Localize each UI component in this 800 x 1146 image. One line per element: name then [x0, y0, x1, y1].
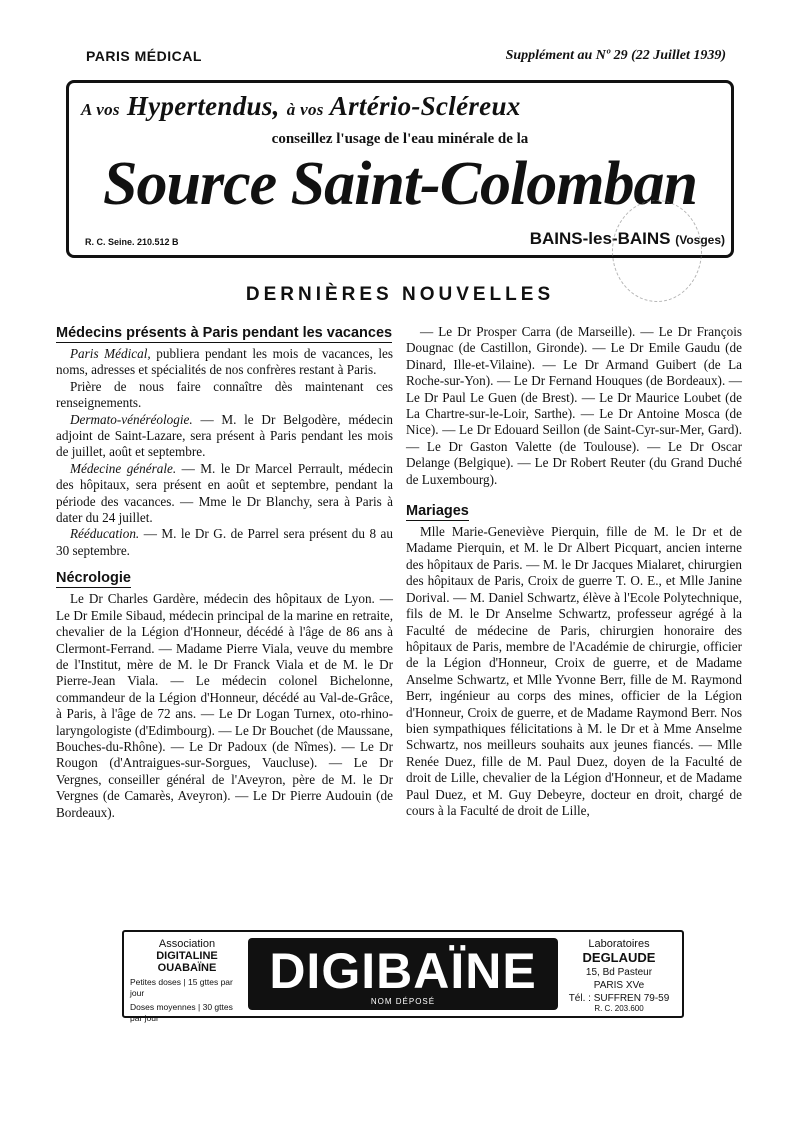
ad-dose-small: Petites doses | 15 gttes par jour — [130, 977, 233, 998]
paragraph: Mlle Marie-Geneviève Pierquin, fille de M. le Dr et de Madame Pierquin, et M. le Dr Albert Picquart, ancien interne des hôpitaux de Paris. — M. le Dr Jacques Mialaret, chirurgien des hôpitaux de Paris, Croix de guerre T. O. E., et Mlle Janine Dorival. — M. Daniel Schwartz, élève à l'Ecole Polytechnique, fils de M. le Dr Anselme Schwartz, professeur agrégé à la Faculté de médecine de Paris, chirurgien honoraire des hôpitaux de Paris, membre de l'Académie de chirurgie, officier de la Légion d'Honneur, Croix de guerre, et de Madame Anselme Schwartz, et Mlle Yvonne Berr, fille de M. Raymond Berr, ingénieur au corps des mines, officier de la Légion d'Honneur, Croix de guerre, et de Madame Raymond Berr. Nos bien sympathiques félicitations à M. le Dr et à Mme Anselme Schwartz, nos meilleurs souhaits aux jeunes fiancés. — Mlle Renée Duez, fille de M. Paul Duez, doyen de la Faculté de droit de Lille, chevalier de la Légion d'Honneur, et de Madame Paul Duez, et M. Guy Debeyre, docteur en droit, chargé de cours à la Faculté de droit de Lille, — [406, 524, 742, 818]
page-title: DERNIÈRES NOUVELLES — [245, 284, 555, 305]
paragraph: Rééducation. — M. le Dr G. de Parrel sera présent du 8 au 30 septembre. — [56, 526, 393, 558]
right-column — [406, 324, 742, 819]
paragraph: Dermato-vénéréologie. — M. le Dr Belgodère, médecin adjoint de Saint-Lazare, sera présent à Paris pendant les mois de juillet, août et septembre. — [56, 411, 393, 460]
ad-digitaline: DIGITALINE — [156, 950, 218, 962]
ad-association: Association — [158, 938, 216, 950]
ad-telephone: Tél. : SUFFREN 79-59 — [568, 993, 670, 1004]
ad-dose-medium: Doses moyennes | 30 gttes par jour — [130, 1002, 233, 1023]
ad-address-1: 15, Bd Pasteur — [585, 967, 653, 978]
ad-headline-a: A vos — [81, 100, 120, 119]
ad-location-region: (Vosges) — [675, 233, 725, 247]
section-heading-mariages: Mariages — [406, 503, 469, 520]
ad-ouabaine: OUABAÏNE — [157, 962, 217, 974]
ad-rc: R. C. 203.600 — [594, 1004, 644, 1013]
advertisement-digibaine — [122, 930, 684, 1023]
ad-brand: Source Saint-Colomban — [103, 150, 697, 218]
ad-right-panel — [562, 938, 676, 1013]
journal-name: PARIS MÉDICAL — [86, 48, 202, 64]
ad-brand-digibaine: DIGIBAÏNE — [269, 943, 537, 999]
ad-headline-b: Hypertendus, — [126, 91, 280, 121]
ad-left-panel — [130, 938, 244, 1024]
section-heading-necrologie: Nécrologie — [56, 570, 131, 587]
left-column — [56, 318, 393, 821]
paragraph: Prière de nous faire connaître dès maintenant ces renseignements. — [56, 378, 393, 411]
paragraph: Paris Médical, publiera pendant les mois de vacances, les noms, adresses et spécialités de nos confrères restant à Paris. — [56, 346, 393, 378]
ad-deglaude: DEGLAUDE — [582, 950, 656, 965]
ad-laboratoires: Laboratoires — [588, 938, 650, 950]
section-heading-vacances: Médecins présents à Paris pendant les vacances — [56, 325, 393, 341]
supplement-info: Supplément au Nº 29 (22 Juillet 1939) — [505, 48, 726, 63]
paragraph: — Le Dr Prosper Carra (de Marseille). — Le Dr François Dougnac (de Castillon, Gironde). — Le Dr Emile Gaudu (de Dinard, Ille-et-Vilaine). — Le Dr Armand Guibert (de La Roche-sur-Yon). — Le Dr Fernand Houques (de Bordeaux). — Le Dr Paul Le Guen (de Brest). — Le Dr Maurice Loubet (de La Chartre-sur-le-Loir, Sarthe). — Le Dr Antoine Mosca (de Nice). — Le Dr Edouard Seillon (de Saint-Cyr-sur-Mer, Gard). — Le Dr Gaston Valette (de Toulouse). — Le Dr Oscar Delange (Belgique). — Le Dr Robert Reuter (du Grand Duché de Luxembourg). — [406, 324, 742, 487]
paragraph: Médecine générale. — M. le Dr Marcel Perrault, médecin des hôpitaux, sera présent en août et septembre, pendant la période des vacances. — Mme le Dr Blanchy, sera à Paris à dater du 24 juillet. — [56, 460, 393, 526]
ad-brand-band — [248, 938, 558, 1010]
ad-location-town: BAINS-les-BAINS — [529, 229, 671, 248]
ad-subline: conseillez l'usage de l'eau minérale de la — [271, 131, 529, 147]
ad-rc-number: R. C. Seine. 210.512 B — [85, 237, 179, 247]
ad-nom-depose: NOM DÉPOSÉ — [370, 997, 436, 1006]
ad-address-2: PARIS XVe — [593, 980, 645, 991]
ad-headline-c: à vos — [286, 100, 324, 119]
ad-headline-d: Artério-Scléreux — [329, 91, 521, 121]
paragraph: Le Dr Charles Gardère, médecin des hôpitaux de Lyon. — Le Dr Emile Sibaud, médecin principal de la marine en retraite, chevalier de la Légion d'Honneur, décédé à l'âge de 86 ans à Clermont-Ferrand. — Madame Pierre Viala, veuve du membre de l'Institut, mère de M. le Dr Franck Viala et de M. le Dr Pierre-Jean Viala. — Le médecin colonel Bichelonne, commandeur de la Légion d'Honneur, décédé au Val-de-Grâce, à Paris, à l'âge de 72 ans. — Le Dr Logan Turnex, oto-rhino-laryngologiste (d'Edimbourg). — Le Dr Bouchet (de Maussane, Bouches-du-Rhône). — Le Dr Padoux (de Nîmes). — Le Dr Rougon (d'Antraigues-sur-Sorgues, Vaucluse). — Le Dr Vergnes, conseiller général de l'Aveyron, père de M. le Dr Vergnes (de Camarès, Aveyron). — Le Dr Pierre Audouin (de Bordeaux). — [56, 591, 393, 820]
ad-headline — [81, 91, 521, 122]
